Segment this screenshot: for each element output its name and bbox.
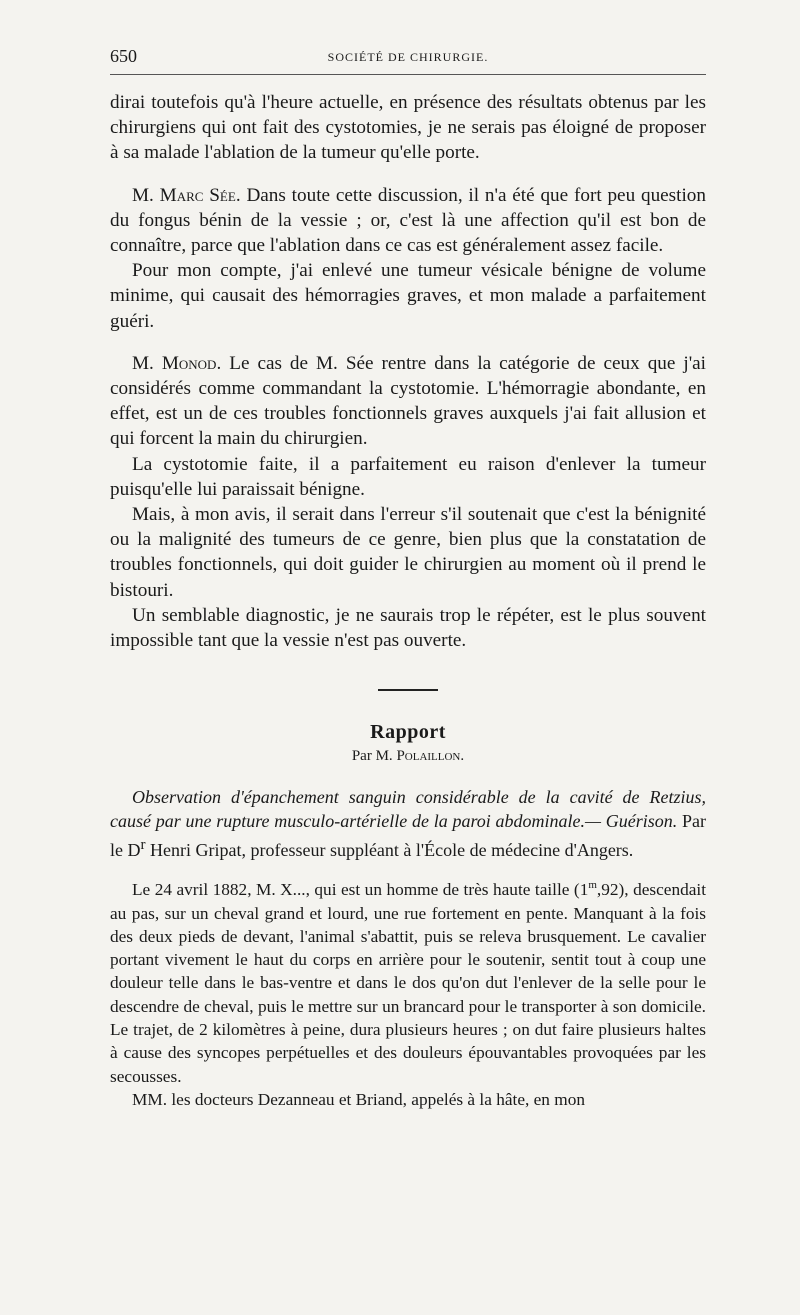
case-text-a: Le 24 avril 1882, M. X..., qui est un homme de très haute taille (1	[132, 880, 589, 900]
paragraph	[110, 351, 706, 452]
paragraph: Un semblable diagnostic, je ne saurais trop le répéter, est le plus souvent impossible tant que la vessie n'est pas ouverte.	[110, 604, 706, 652]
observation-author-prefix: Par le D	[110, 811, 707, 861]
byline-prefix: Par M.	[351, 748, 393, 765]
running-title: SOCIÉTÉ DE CHIRURGIE.	[327, 50, 489, 64]
paragraph-text: Le cas de M. Sée rentre dans la catégorie de ceux que j'ai considérés comme commandant la cystotomie. L'hémorragie abondante, en effet, est un de ces troubles fonctionnels graves auxquels j'ai fait allusion et qui forcent la main du chirurgien.	[110, 352, 707, 450]
case-paragraph: MM. les docteurs Dezanneau et Briand, appelés à la hâte, en mon	[132, 1089, 585, 1109]
byline-name: Polaillon.	[396, 748, 465, 765]
report-byline	[110, 748, 706, 765]
page-number: 650	[110, 46, 137, 66]
observation-author-sup: r	[140, 837, 146, 854]
case-text-b: ,92), descendait au pas, sur un cheval grand et lourd, une rue fortement en pente. Manquant à la fois des deux pieds de devant, l'animal s'abattit, puis se releva brusquement. Le cavalier portant vivement le haut du corps en arrière pour le soutenir, sentit tout à coup une douleur telle dans le bas-ventre et dans le dos qu'on dut l'enlever de la selle pour le descendre de cheval, puis le mettre sur un brancard pour le transporter à son domicile. Le trajet, de 2 kilomètres à peine, dura plusieurs heures ; on dut faire plusieurs haltes à cause des syncopes perpétuelles et des douleurs épouvantables provoquées par les secousses.	[110, 880, 706, 1086]
paragraph	[110, 183, 706, 259]
speaker-name: M. Marc Sée.	[132, 184, 241, 206]
case-paragraph	[110, 878, 706, 1088]
report-title: Rapport	[370, 721, 446, 744]
page-header	[110, 46, 706, 70]
body-text	[110, 90, 706, 1111]
observation-title: Observation d'épanchement sanguin considérable de la cavité de Retzius, causé par une rupture musculo-artérielle de la paroi abdominale.— Guérison.	[110, 787, 706, 832]
speaker-name: M. Monod.	[132, 352, 222, 374]
paragraph-text: Dans toute cette discussion, il n'a été que fort peu question du fongus bénin de la vessie ; or, c'est là une affection qu'il est bon de connaître, parce que l'ablation dans ce cas est généralement assez facile.	[110, 184, 706, 257]
section-separator	[378, 689, 438, 691]
paragraph: Pour mon compte, j'ai enlevé une tumeur vésicale bénigne de volume minime, qui causait des hémorragies graves, et mon malade a parfaitement guéri.	[110, 260, 706, 332]
paragraph: La cystotomie faite, il a parfaitement eu raison d'enlever la tumeur puisqu'elle lui paraissait bénigne.	[110, 453, 706, 500]
header-rule	[110, 74, 706, 75]
observation-author: Henri Gripat, professeur suppléant à l'École de médecine d'Angers.	[145, 840, 634, 861]
paragraph: Mais, à mon avis, il serait dans l'erreur s'il soutenait que c'est la bénignité ou la malignité des tumeurs de ce genre, bien plus que la constatation de troubles fonctionnels, qui doit guider le chirurgien au moment où il prend le bistouri.	[110, 504, 706, 601]
observation-heading	[110, 785, 706, 862]
paragraph: dirai toutefois qu'à l'heure actuelle, en présence des résultats obtenus par les chirurgiens qui ont fait des cystotomies, je ne serais pas éloigné de proposer à sa malade l'ablation de la tumeur qu'elle porte.	[110, 92, 706, 164]
case-sup: m	[588, 879, 597, 892]
